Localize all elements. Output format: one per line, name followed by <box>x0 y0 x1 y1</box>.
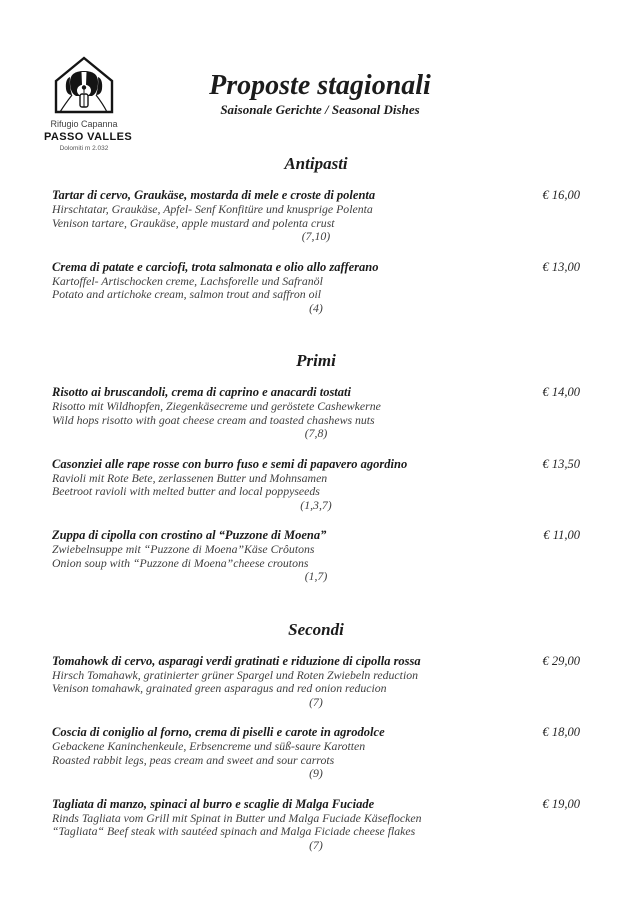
logo-refuge-name: Rifugio Capanna <box>50 119 118 129</box>
section-primi <box>52 351 580 584</box>
item-desc-en: Onion soup with “Puzzone di Moena”cheese croutons <box>52 555 309 570</box>
menu-item <box>52 725 580 781</box>
section-title: Secondi <box>288 619 344 639</box>
item-price: € 11,00 <box>543 528 580 542</box>
item-allergens: (7,10) <box>301 229 331 243</box>
item-title: Crema di patate e carciofi, trota salmonata e olio allo zafferano <box>52 259 379 274</box>
item-desc-de: Rinds Tagliata vom Grill mit Spinat in Butter und Malga Fuciade Käseflocken <box>52 810 422 825</box>
item-desc-de: Zwiebelnsuppe mit “Puzzone di Moena”Käse Crôutons <box>52 542 315 556</box>
item-desc-en: Potato and artichoke cream, salmon trout and saffron oil <box>52 287 322 301</box>
page-subtitle: Saisonale Gerichte / Seasonal Dishes <box>220 102 420 117</box>
item-price: € 19,00 <box>542 796 580 811</box>
item-allergens: (7,8) <box>304 426 328 440</box>
page-title: Proposte stagionali <box>209 70 431 101</box>
section-title: Antipasti <box>284 154 348 173</box>
menu-item <box>52 528 580 584</box>
item-desc-de: Hirschtatar, Graukäse, Apfel- Senf Konfitüre und knusprige Polenta <box>52 202 373 216</box>
menu-item <box>52 797 580 853</box>
item-allergens: (9) <box>309 766 323 780</box>
menu-item <box>52 457 580 513</box>
item-title: Coscia di coniglio al forno, crema di piselli e carote in agrodolce <box>52 725 385 739</box>
item-desc-en: Venison tartare, Graukäse, apple mustard and polenta crust <box>52 215 335 230</box>
item-desc-de: Kartoffel- Artischocken creme, Lachsforelle und Safranöl <box>52 273 323 288</box>
item-head <box>52 260 580 275</box>
item-desc-en: Roasted rabbit legs, peas cream and sweet and sour carrots <box>52 752 335 767</box>
item-head <box>52 654 580 669</box>
menu-item <box>52 188 580 244</box>
item-allergens: (7) <box>309 837 323 852</box>
item-title: Tomahowk di cervo, asparagi verdi gratinati e riduzione di cipolla rossa <box>52 653 421 668</box>
item-head <box>52 725 580 740</box>
item-price: € 13,00 <box>542 259 580 274</box>
logo-altitude: Dolomiti m 2.032 <box>59 144 109 152</box>
item-head <box>52 188 580 203</box>
item-price: € 29,00 <box>542 653 580 668</box>
item-title: Casonziei alle rape rosse con burro fuso e semi di papavero agordino <box>52 456 408 471</box>
item-desc-en: Wild hops risotto with goat cheese cream and toasted chashews nuts <box>52 412 375 427</box>
item-desc-en: Venison tomahawk, grainated green asparagus and red onion reducion <box>52 681 387 695</box>
item-desc-en: “Tagliata“ Beef steak with sautéed spinach and Malga Ficiade cheese flakes <box>52 824 416 838</box>
item-head <box>52 797 580 812</box>
menu-content <box>0 154 640 852</box>
item-price: € 14,00 <box>542 385 580 399</box>
item-head <box>52 385 580 400</box>
item-head <box>52 528 580 543</box>
menu-item <box>52 654 580 710</box>
logo-pass-name: PASSO VALLES <box>44 130 133 143</box>
menu-item <box>52 260 580 316</box>
item-desc-en: Beetroot ravioli with melted butter and local poppyseeds <box>52 484 320 498</box>
item-title: Zuppa di cipolla con crostino al “Puzzone di Moena” <box>52 528 327 542</box>
item-allergens: (1,3,7) <box>300 497 332 512</box>
item-allergens: (7) <box>309 694 323 709</box>
item-desc-de: Hirsch Tomahawk, gratinierter grüner Spargel und Roten Zwiebeln reduction <box>52 667 419 682</box>
item-desc-de: Ravioli mit Rote Bete, zerlassenen Butter und Mohnsamen <box>52 470 328 485</box>
section-antipasti <box>52 154 580 315</box>
item-allergens: (1,7) <box>304 569 328 583</box>
item-desc-de: Risotto mit Wildhopfen, Ziegenkäsecreme und geröstete Cashewkerne <box>52 399 381 413</box>
item-title: Risotto ai bruscandoli, crema di caprino e anacardi tostati <box>52 385 351 399</box>
rifugio-logo <box>44 55 133 152</box>
section-secondi <box>52 620 580 853</box>
item-head <box>52 457 580 472</box>
item-allergens: (4) <box>309 300 323 315</box>
item-price: € 18,00 <box>542 725 580 739</box>
menu-item <box>52 385 580 441</box>
item-title: Tagliata di manzo, spinaci al burro e scaglie di Malga Fuciade <box>52 796 375 811</box>
item-title: Tartar di cervo, Graukäse, mostarda di mele e croste di polenta <box>52 188 376 202</box>
section-title: Primi <box>296 351 336 370</box>
item-price: € 13,50 <box>542 456 580 471</box>
house-dog-icon <box>52 55 116 117</box>
item-desc-de: Gebackene Kaninchenkeule, Erbsencreme und süß-saure Karotten <box>52 739 366 753</box>
item-price: € 16,00 <box>542 188 580 202</box>
